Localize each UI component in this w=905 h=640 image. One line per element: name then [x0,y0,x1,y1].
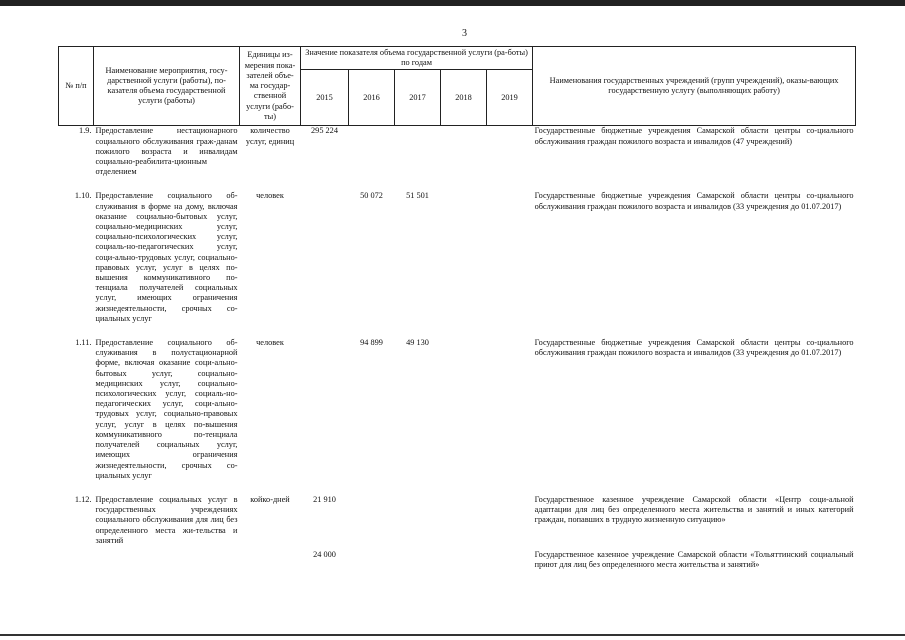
header-year-2015: 2015 [301,70,349,126]
header-year-2019: 2019 [487,70,533,126]
row-value-2016: 94 899 [360,338,383,348]
row-value-2017: 49 130 [406,338,429,348]
row-value-2019 [487,126,533,192]
row-units: количество услуг, единиц [245,126,295,146]
row-value-2015: 295 224 [311,126,338,136]
row-value-2018 [441,495,487,546]
row-value-2016 [349,546,395,570]
row-value-2016 [349,495,395,546]
row-value-2015 [301,191,349,338]
table-row [59,495,856,546]
row-value-2019 [487,546,533,570]
row-units [240,546,301,570]
page-number: 3 [462,28,467,39]
row-name: Предоставление социальных услуг в государственных учреждениях социального обслуживания для лиц без определенного места жи-тельства и занятий [95,494,238,545]
table-row [59,126,856,192]
row-value-2019 [487,495,533,546]
row-value-2016 [349,126,395,192]
row-value-2019 [487,191,533,338]
row-value-2018 [441,338,487,495]
row-units: койко-дней [250,494,290,504]
row-num: 1.11. [75,338,92,348]
row-name [94,546,240,570]
row-value-2019 [487,338,533,495]
row-institutions: Государственное казенное учреждение Самарской области «Центр соци-альной адаптации для лиц без определенного места жительства и занятий и иных категорий граждан, попавших в трудную жизненную ситуацию» [534,494,854,525]
row-name: Предоставление социального об-служивания в полустационарной форме, включая оказание соци-ально-бытовых услуг, социально-медицинских услуг, социально-психологических услуг, социаль-но-педагогических услуг, соци-ально-трудовых услуг, социально-правовых услуг, услуг в целях по-вышения коммуникативного по-тенциала получателей социальных услуг, имеющих ограничения жизнедеятельности, срочных со-циальных услуг [95,338,238,480]
row-num: 1.10. [74,191,92,201]
header-year-2016: 2016 [349,70,395,126]
row-value-2018 [441,191,487,338]
page-bottom-edge [0,634,905,636]
header-year-2018: 2018 [441,70,487,126]
row-units: человек [256,338,284,348]
row-value-2017 [395,495,441,546]
row-num [59,546,94,570]
row-value-2017: 51 501 [406,191,429,201]
page-top-edge [0,0,905,6]
table-row [59,191,856,338]
row-value-2018 [441,546,487,570]
services-table [58,46,856,570]
table-row [59,338,856,495]
header-name: Наименование мероприятия, госу-дарственной услуги (работы), по-казателя объема государственной услуги (работы) [94,47,240,126]
row-institutions: Государственные бюджетные учреждения Самарской области центры со-циального обслуживания граждан пожилого возраста и инвалидов (47 учреждений) [534,126,854,146]
row-institutions: Государственные бюджетные учреждения Самарской области центры со-циального обслуживания граждан пожилого возраста и инвалидов (33 учреждения до 01.07.2017) [534,338,854,358]
header-units: Единицы из-мерения пока-зателей объе-ма государ-ственной услуги (рабо-ты) [240,47,301,126]
header-values-group: Значение показателя объема государственной услуги (ра-боты) по годам [301,47,533,70]
header-year-2017: 2017 [395,70,441,126]
row-institutions: Государственные бюджетные учреждения Самарской области центры со-циального обслуживания граждан пожилого возраста и инвалидов (33 учреждения до 01.07.2017) [534,191,854,211]
row-value-2015: 24 000 [313,549,336,559]
table-row [59,546,856,570]
row-value-2015: 21 910 [313,494,336,504]
row-num: 1.12. [74,494,92,504]
row-name: Предоставление нестационарного социального обслуживания граж-данам пожилого возраста и инвалидам социально-реабилита-ционным отделением [95,126,238,177]
row-value-2017 [395,126,441,192]
row-value-2015 [301,338,349,495]
header-num: № п/п [59,47,94,126]
row-value-2017 [395,546,441,570]
row-value-2016: 50 072 [360,191,383,201]
row-num: 1.9. [79,126,92,136]
row-name: Предоставление социального об-служивания в форме на дому, включая оказание социально-бытовых услуг, социально-медицинских услуг, социально-психологических услуг, социаль-но-педагогических услуг, соци-ально-трудовых услуг, социально-правовых услуг, услуг в целях по-вышения коммуникативного по-тенциала получателей социальных услуг, имеющих ограничения жизнедеятельности, срочных со-циальных услуг [95,191,238,323]
row-institutions: Государственное казенное учреждение Самарской области «Тольяттинский социальный приют для лиц без определенного места жительства и занятий» [534,549,854,570]
row-units: человек [256,191,284,201]
row-value-2018 [441,126,487,192]
header-institutions: Наименования государственных учреждений (групп учреждений), оказы-вающих государственную услугу (выполняющих работу) [533,47,856,126]
